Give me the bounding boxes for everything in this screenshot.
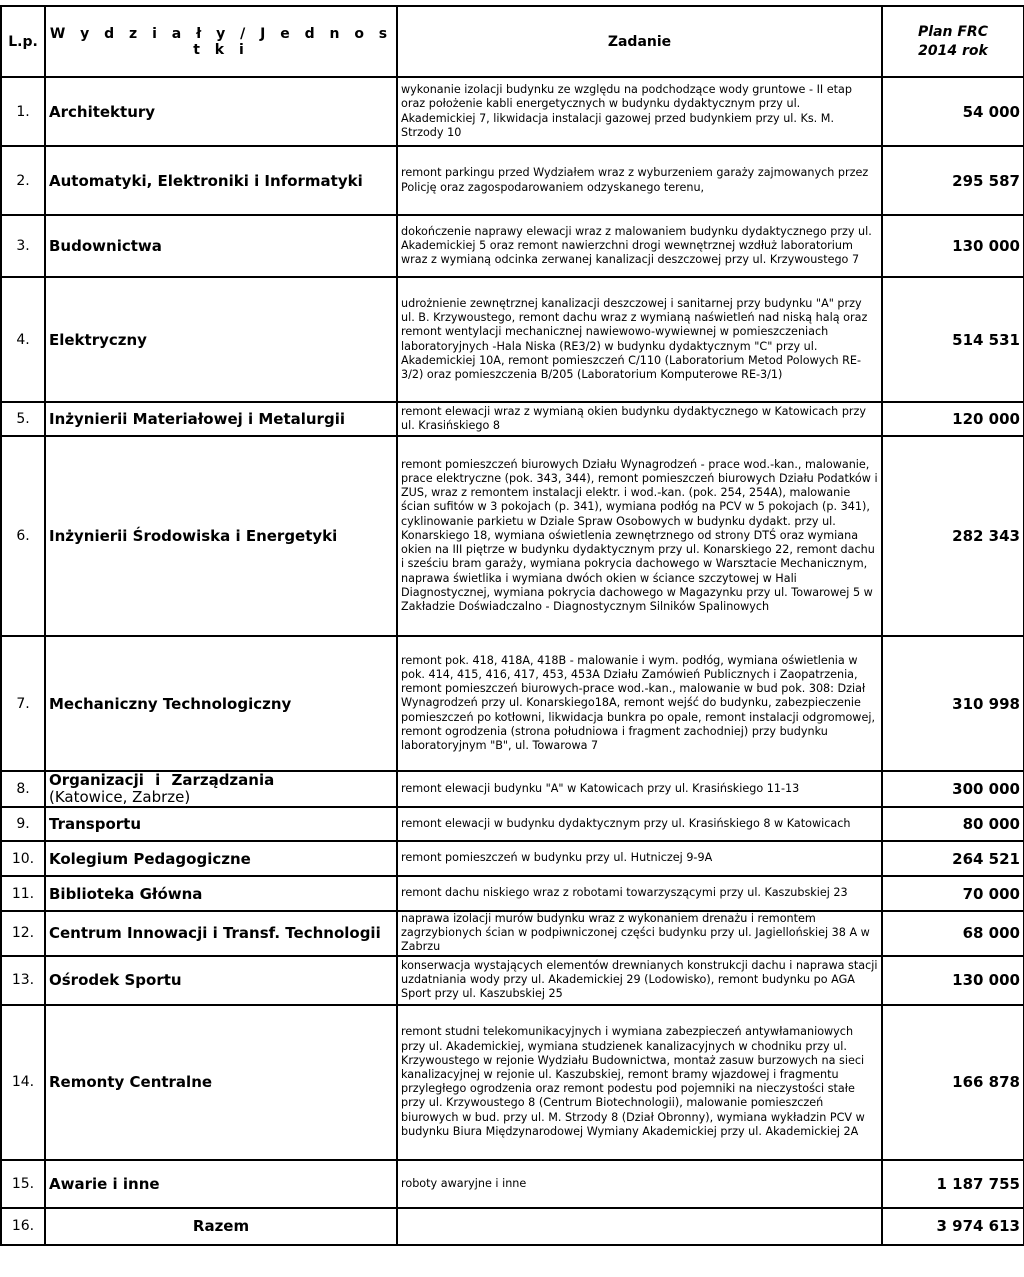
total-label: Razem (45, 1208, 397, 1245)
plan-amount: 54 000 (882, 77, 1024, 146)
header-plan-line2: 2014 rok (918, 42, 988, 59)
task-description: dokończenie naprawy elewacji wraz z malowaniem budynku dydaktycznego przy ul. Akademickiej 5 oraz remont nawierzchni drogi wewnętrznej wzdłuż laboratorium wraz z wymianą odcinka zerwanej kanalizacji deszczowej przy ul. Krzywoustego 7 (397, 215, 882, 277)
plan-amount: 514 531 (882, 277, 1024, 402)
unit-name: Automatyki, Elektroniki i Informatyki (45, 146, 397, 215)
table-row (1, 1005, 1024, 1160)
total-row (1, 1208, 1024, 1245)
header-unit: W y d z i a ł y / J e d n o s t k i (45, 6, 397, 77)
plan-amount: 282 343 (882, 436, 1024, 636)
unit-name: Mechaniczny Technologiczny (45, 636, 397, 771)
table-row (1, 636, 1024, 771)
table-row (1, 146, 1024, 215)
renovation-plan-table (0, 5, 1024, 1246)
plan-amount: 70 000 (882, 876, 1024, 911)
table-body (1, 77, 1024, 1245)
task-description: remont pomieszczeń w budynku przy ul. Hutniczej 9-9A (397, 841, 882, 876)
table-row (1, 911, 1024, 956)
row-number: 9. (1, 807, 45, 841)
row-number: 12. (1, 911, 45, 956)
table-row (1, 841, 1024, 876)
task-description: remont elewacji w budynku dydaktycznym przy ul. Krasińskiego 8 w Katowicach (397, 807, 882, 841)
row-number: 5. (1, 402, 45, 436)
table-row (1, 1160, 1024, 1208)
row-number: 6. (1, 436, 45, 636)
unit-name: Budownictwa (45, 215, 397, 277)
plan-amount: 80 000 (882, 807, 1024, 841)
task-description: remont parkingu przed Wydziałem wraz z wyburzeniem garaży zajmowanych przez Policję oraz zagospodarowaniem odzyskanego terenu, (397, 146, 882, 215)
row-number: 11. (1, 876, 45, 911)
header-row (1, 6, 1024, 77)
task-description: remont pomieszczeń biurowych Działu Wynagrodzeń - prace wod.-kan., malowanie, prace elektryczne (pok. 343, 344), remont pomieszczeń biurowych Działu Podatków i ZUS, wraz z remontem instalacji elektr. i wod.-kan. (pok. 254, 254A), malowanie ścian sufitów w 3 pokojach (p. 341), wymiana podłóg na PCV w 5 pokojach (p. 341), cyklinowanie parkietu w Dziale Spraw Osobowych w budynku dydakt. przy ul. Konarskiego 18, wymiana oświetlenia zewnętrznego od strony DTŚ oraz wymiana okien na III piętrze w budynku dydaktycznym przy ul. Konarskiego 22, remont dachu i sześciu bram garaży, wymiana pokrycia dachowego w Warsztacie Mechanicznym, naprawa świetlika i wymiana dwóch okien w ściance szczytowej w Hali Diagnostycznej, wymiana pokrycia dachowego w Magazynku przy ul. Towarowej 5 w Zakładzie Doświadczalno - Diagnostycznym Silników Spalinowych (397, 436, 882, 636)
plan-amount: 130 000 (882, 215, 1024, 277)
task-description: remont elewacji wraz z wymianą okien budynku dydaktycznego w Katowicach przy ul. Krasińskiego 8 (397, 402, 882, 436)
header-plan-line1: Plan FRC (918, 23, 988, 40)
plan-amount: 130 000 (882, 956, 1024, 1005)
task-description: remont studni telekomunikacyjnych i wymiana zabezpieczeń antywłamaniowych przy ul. Akademickiej, wymiana studzienek kanalizacyjnych w chodniku przy ul. Krzywoustego w rejonie Wydziału Budownictwa, montaż zasuw burzowych na sieci kanalizacyjnej w rejonie ul. Kaszubskiej, remont bramy wjazdowej i fragmentu przyległego ogrodzenia oraz remont podestu pod pojemniki na nieczystości stałe przy ul. Krzywoustego 8 (Centrum Biotechnologii), malowanie pomieszczeń biurowych w bud. przy ul. M. Strzody 8 (Dział Obronny), wymiana wykładzin PCV w budynku Biura Międzynarodowej Wymiany Akademickiej przy ul. Akademickiej 2A (397, 1005, 882, 1160)
row-number: 7. (1, 636, 45, 771)
table-row (1, 771, 1024, 807)
plan-amount: 68 000 (882, 911, 1024, 956)
row-number: 2. (1, 146, 45, 215)
plan-amount: 264 521 (882, 841, 1024, 876)
row-number: 4. (1, 277, 45, 402)
table-row (1, 876, 1024, 911)
task-description: remont pok. 418, 418A, 418B - malowanie i wym. podłóg, wymiana oświetlenia w pok. 414, 415, 416, 417, 453, 453A Działu Zamówień Publicznych i Zaopatrzenia, remont pomieszczeń biurowych-prace wod.-kan., malowanie w bud pok. 308: Dział Wynagrodzeń przy ul. Konarskiego18A, remont wejść do budynku, zabezpieczenie pomieszczeń po kotłowni, likwidacja bunkra po opale, remont instalacji odgromowej, remont ogrodzenia (strona południowa i fragment zachodniej) przy budynku laboratoryjnym "B", ul. Towarowa 7 (397, 636, 882, 771)
total-number: 16. (1, 1208, 45, 1245)
total-task (397, 1208, 882, 1245)
task-description: wykonanie izolacji budynku ze względu na podchodzące wody gruntowe - II etap oraz położenie kabli energetycznych w budynku dydaktycznym przy ul. Akademickiej 7, likwidacja instalacji gazowej przed budynkiem przy ul. Ks. M. Strzody 10 (397, 77, 882, 146)
row-number: 15. (1, 1160, 45, 1208)
unit-name-location: (Katowice, Zabrze) (49, 788, 191, 806)
table-row (1, 77, 1024, 146)
unit-name: Ośrodek Sportu (45, 956, 397, 1005)
task-description: remont dachu niskiego wraz z robotami towarzyszącymi przy ul. Kaszubskiej 23 (397, 876, 882, 911)
row-number: 13. (1, 956, 45, 1005)
header-task: Zadanie (397, 6, 882, 77)
table-row (1, 277, 1024, 402)
row-number: 10. (1, 841, 45, 876)
unit-name (45, 771, 397, 807)
plan-amount: 295 587 (882, 146, 1024, 215)
row-number: 14. (1, 1005, 45, 1160)
unit-name: Awarie i inne (45, 1160, 397, 1208)
unit-name: Inżynierii Materiałowej i Metalurgii (45, 402, 397, 436)
unit-name: Centrum Innowacji i Transf. Technologii (45, 911, 397, 956)
row-number: 1. (1, 77, 45, 146)
unit-name: Elektryczny (45, 277, 397, 402)
plan-amount: 166 878 (882, 1005, 1024, 1160)
header-lp: L.p. (1, 6, 45, 77)
unit-name: Transportu (45, 807, 397, 841)
unit-name: Architektury (45, 77, 397, 146)
table-row (1, 402, 1024, 436)
header-plan (882, 6, 1024, 77)
task-description: naprawa izolacji murów budynku wraz z wykonaniem drenażu i remontem zagrzybionych ścian w podpiwniczonej części budynku przy ul. Jagiellońskiej 38 A w Zabrzu (397, 911, 882, 956)
plan-amount: 1 187 755 (882, 1160, 1024, 1208)
task-description: roboty awaryjne i inne (397, 1160, 882, 1208)
task-description: konserwacja wystających elementów drewnianych konstrukcji dachu i naprawa stacji uzdatniania wody przy ul. Akademickiej 29 (Lodowisko), remont budynku po AGA Sport przy ul. Kaszubskiej 25 (397, 956, 882, 1005)
plan-amount: 300 000 (882, 771, 1024, 807)
plan-amount: 120 000 (882, 402, 1024, 436)
total-amount: 3 974 613 (882, 1208, 1024, 1245)
table-row (1, 956, 1024, 1005)
table-row (1, 436, 1024, 636)
unit-name-main: Organizacji i Zarządzania (49, 771, 275, 789)
unit-name: Kolegium Pedagogiczne (45, 841, 397, 876)
plan-amount: 310 998 (882, 636, 1024, 771)
task-description: remont elewacji budynku "A" w Katowicach przy ul. Krasińskiego 11-13 (397, 771, 882, 807)
unit-name: Biblioteka Główna (45, 876, 397, 911)
row-number: 3. (1, 215, 45, 277)
unit-name: Inżynierii Środowiska i Energetyki (45, 436, 397, 636)
table-row (1, 807, 1024, 841)
table-row (1, 215, 1024, 277)
row-number: 8. (1, 771, 45, 807)
unit-name: Remonty Centralne (45, 1005, 397, 1160)
task-description: udrożnienie zewnętrznej kanalizacji deszczowej i sanitarnej przy budynku "A" przy ul. B. Krzywoustego, remont dachu wraz z wymianą naświetleń nad niską halą oraz remont wentylacji mechanicznej nawiewowo-wywiewnej w pomieszczeniach laboratoryjnych -Hala Niska (RE3/2) w budynku dydaktycznym "C" przy ul. Akademickiej 10A, remont pomieszczeń C/110 (Laboratorium Metod Polowych RE-3/2) oraz pomieszczenia B/205 (Laboratorium Komputerowe RE-3/1) (397, 277, 882, 402)
